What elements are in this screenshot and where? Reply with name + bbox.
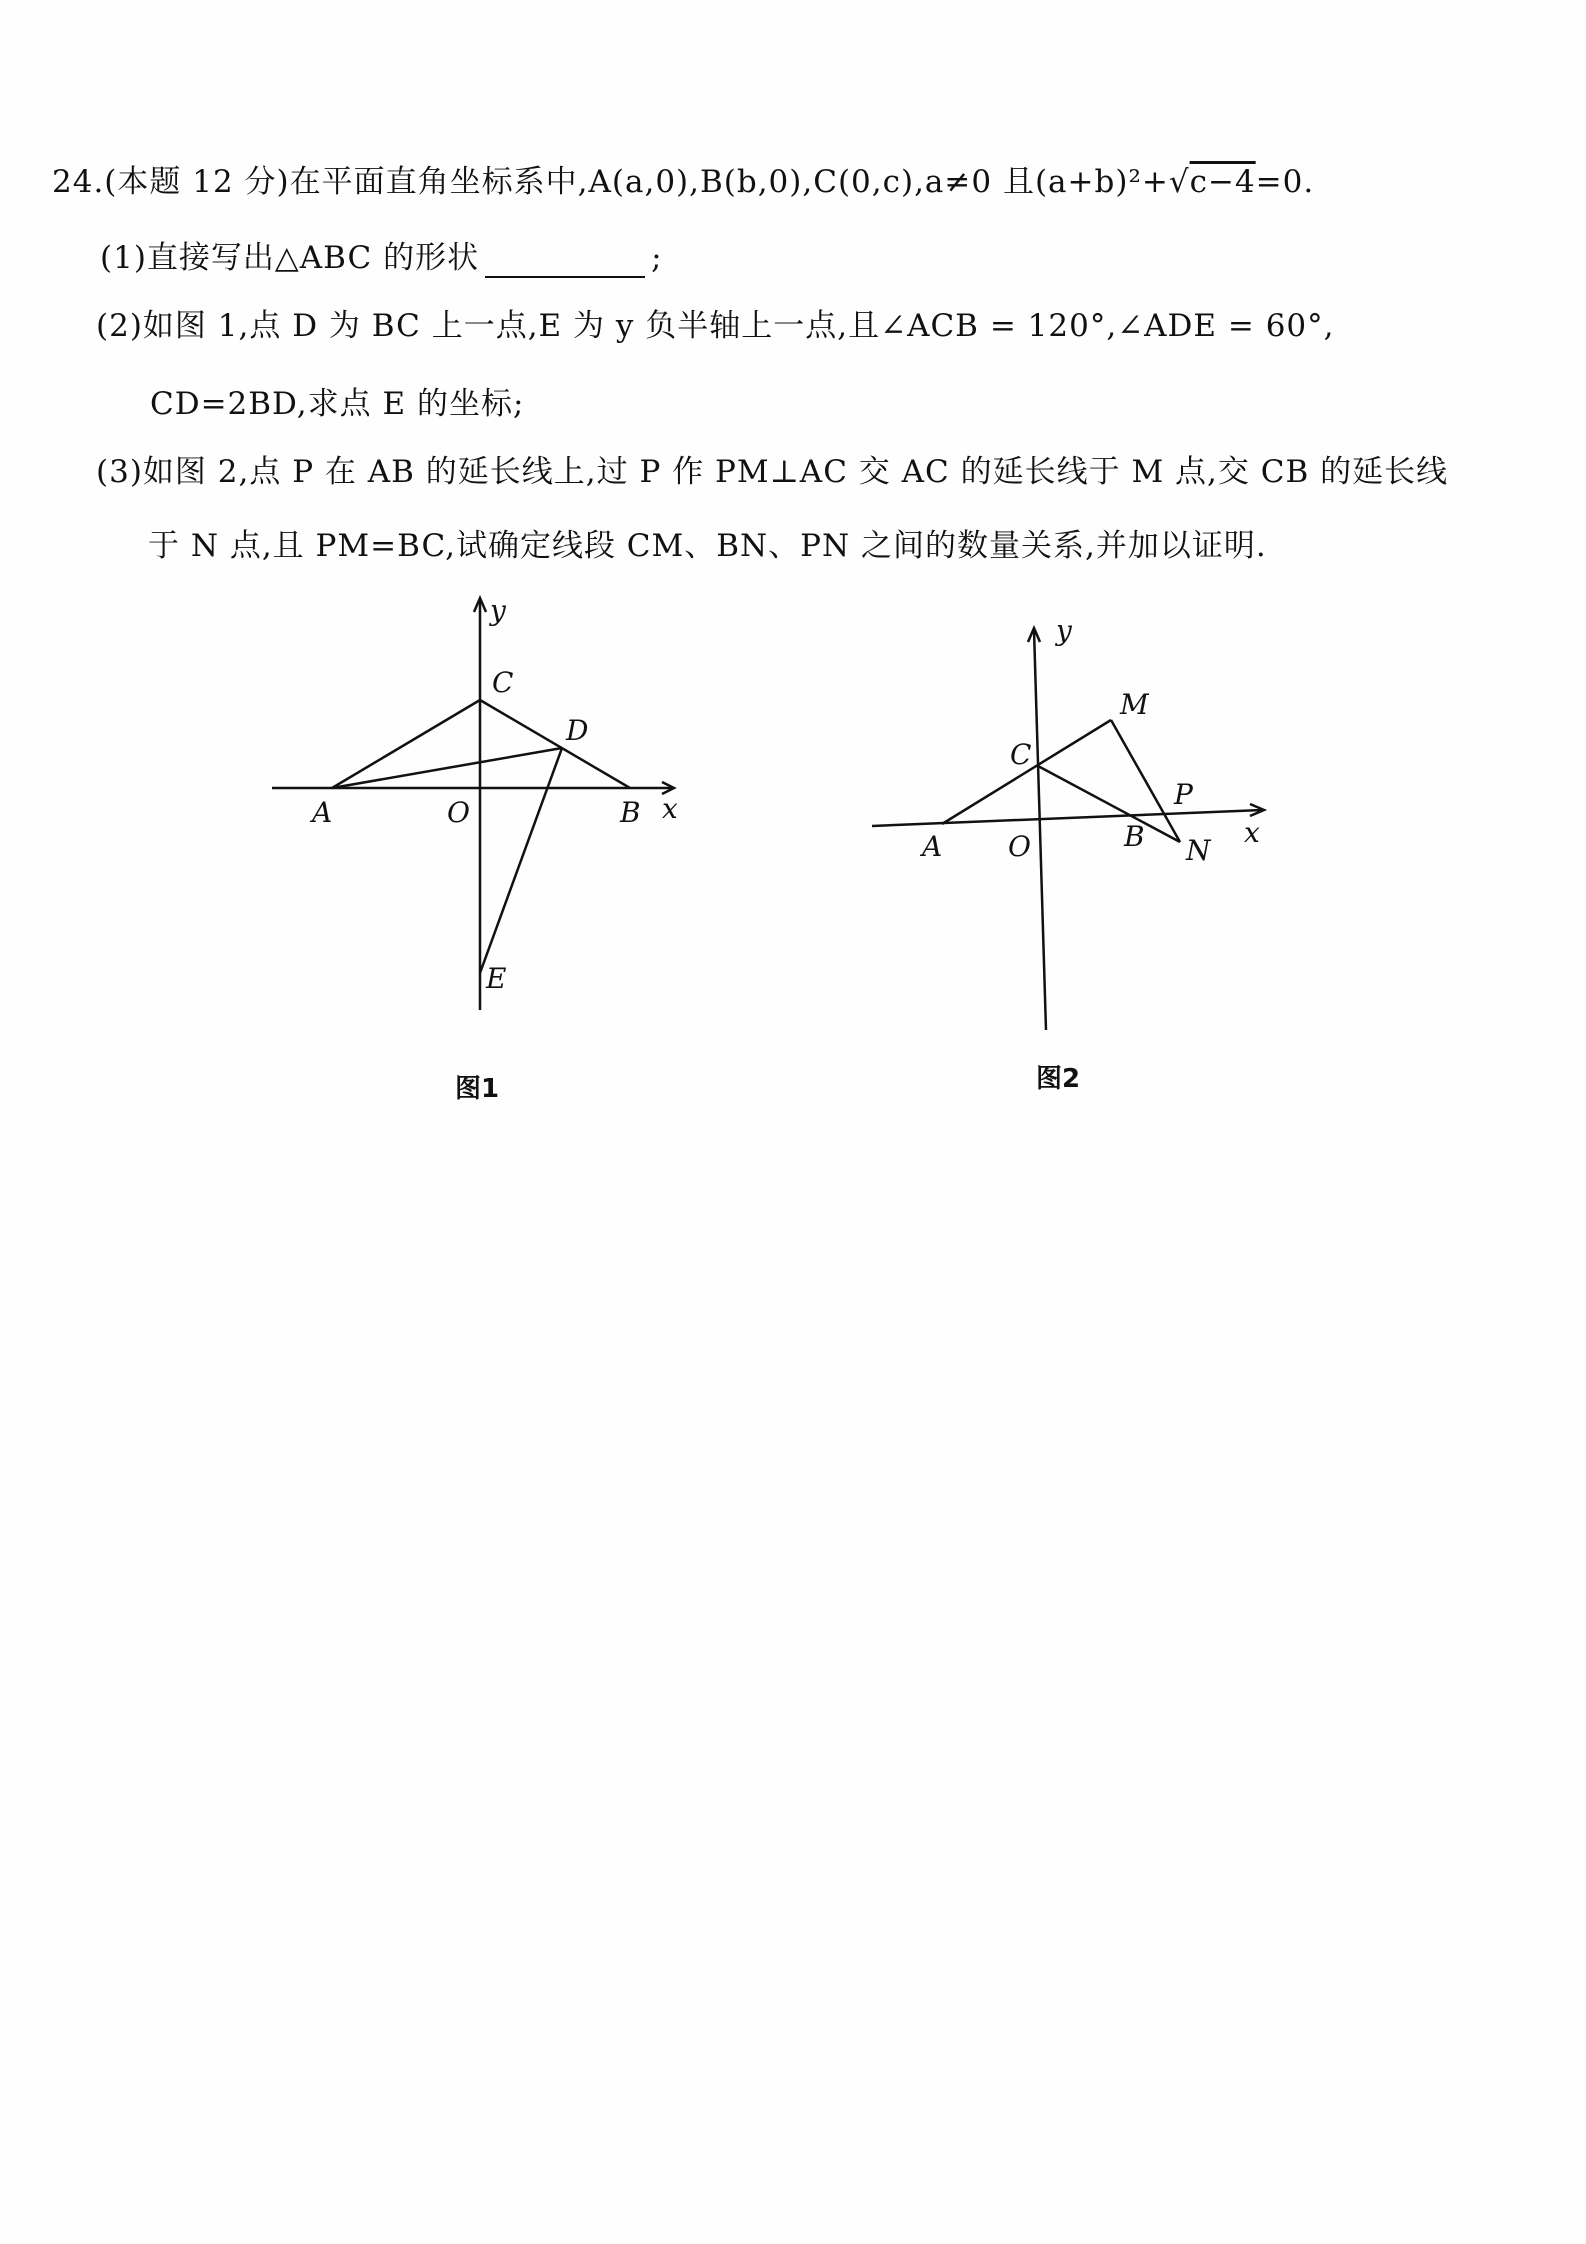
label-C: C — [492, 666, 514, 699]
figure-1 — [262, 590, 702, 1030]
label-A: A — [922, 830, 943, 863]
figure-1-diagram — [262, 590, 702, 1030]
label-B: B — [620, 796, 641, 829]
label-D: D — [566, 714, 589, 747]
figure-2-diagram — [866, 614, 1286, 1040]
figure-2-caption: 图2 — [1036, 1064, 1081, 1094]
question-stem: 24.(本题 12 分)在平面直角坐标系中,A(a,0),B(b,0),C(0,c),a≠0 且(a+b)²+√ — [52, 164, 1190, 200]
answer-blank — [485, 246, 645, 278]
label-P: P — [1174, 778, 1193, 811]
label-y: y — [490, 594, 506, 627]
segment-DE — [480, 748, 562, 973]
label-C: C — [1010, 738, 1032, 771]
label-x: x — [662, 792, 678, 825]
label-O: O — [447, 796, 470, 829]
label-N: N — [1186, 834, 1211, 867]
part-2-line-1: (2)如图 1,点 D 为 BC 上一点,E 为 y 负半轴上一点,且∠ACB = 120°,∠ADE = 60°, — [96, 308, 1335, 344]
label-M: M — [1120, 688, 1149, 721]
sqrt-argument: c−4 — [1189, 164, 1256, 200]
y-axis — [1034, 630, 1046, 1030]
label-O: O — [1008, 830, 1031, 863]
label-y: y — [1056, 614, 1072, 647]
segment-AM — [942, 720, 1111, 824]
part-3-line-1: (3)如图 2,点 P 在 AB 的延长线上,过 P 作 PM⊥AC 交 AC 的延长线于 M 点,交 CB 的延长线 — [96, 454, 1449, 490]
figure-2 — [866, 614, 1286, 1040]
segment-CB — [480, 700, 630, 788]
label-x: x — [1244, 816, 1260, 849]
part-1-text: (1)直接写出△ABC 的形状 — [100, 240, 480, 276]
question-stem-end: =0. — [1255, 164, 1315, 200]
part-3-line-2: 于 N 点,且 PM=BC,试确定线段 CM、BN、PN 之间的数量关系,并加以证明. — [148, 528, 1267, 564]
figure-1-caption: 图1 — [455, 1074, 500, 1104]
label-B: B — [1124, 820, 1145, 853]
label-A: A — [312, 796, 333, 829]
part-1 — [100, 238, 663, 278]
x-axis — [872, 810, 1262, 826]
label-E: E — [486, 962, 507, 995]
question-header — [52, 162, 1314, 202]
part-2-line-2: CD=2BD,求点 E 的坐标; — [150, 386, 525, 422]
part-1-end: ; — [651, 240, 663, 276]
